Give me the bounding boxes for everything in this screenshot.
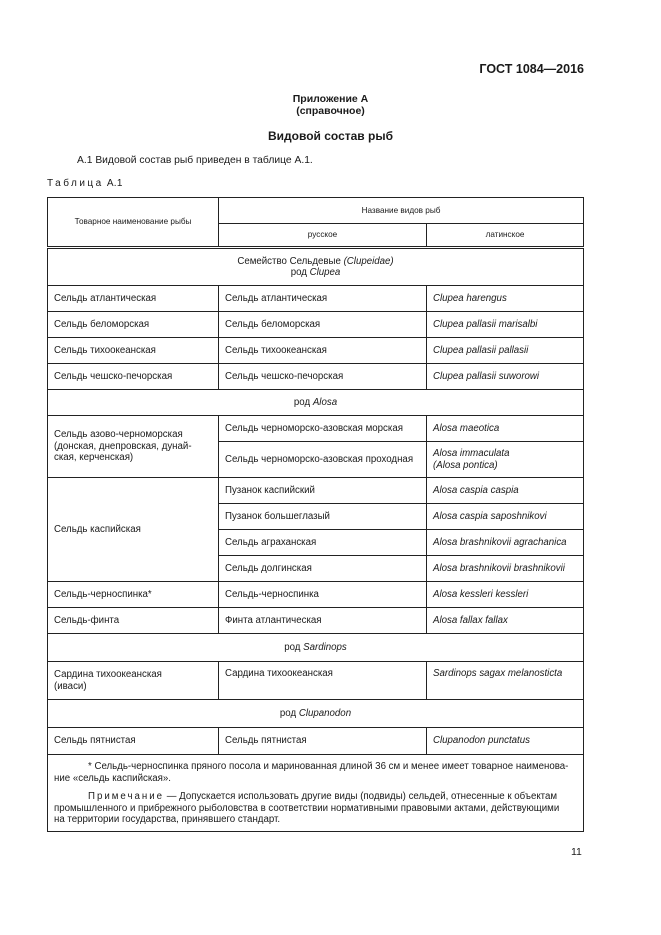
footnote-line: ние «сельдь каспийская». (54, 772, 171, 784)
table-row (48, 478, 584, 504)
trade-name-cell: Сельдь-черноспинка* (48, 582, 219, 608)
header-russian: русское (219, 224, 427, 248)
page-number: 11 (571, 846, 582, 858)
genus-clupanodon: Clupanodon (298, 707, 352, 719)
genus-label: род (293, 396, 311, 408)
genus-label: род (290, 267, 307, 278)
header-latin: латинское (427, 224, 584, 248)
latin-name-cell: Clupanodon punctatus (427, 728, 584, 755)
header-trade-name: Товарное наименование рыбы (48, 198, 219, 248)
table-row (48, 662, 584, 700)
trade-line: Сельдь азово-черноморская (54, 429, 183, 441)
russian-name-cell: Сельдь черноморско-азовская проходная (219, 442, 427, 478)
standard-number: ГОСТ 1084—2016 (479, 62, 584, 76)
genus-row (48, 634, 584, 662)
table-row (48, 582, 584, 608)
note (54, 791, 577, 826)
table-row (48, 608, 584, 634)
russian-name-cell: Сельдь черноморско-азовская морская (219, 416, 427, 442)
russian-name-cell: Сельдь беломорская (219, 312, 427, 338)
header-species-name: Название видов рыб (219, 198, 584, 224)
table-row (48, 416, 584, 442)
caption-word: Таблица (47, 178, 104, 189)
russian-name-cell: Сельдь пятнистая (219, 728, 427, 755)
note-line: на территории государства, принявшего стандарт. (54, 814, 281, 826)
footnote (54, 761, 577, 784)
russian-name-cell: Пузанок большеглазый (219, 504, 427, 530)
latin-name-cell: Alosa fallax fallax (427, 608, 584, 634)
genus-label: род (279, 707, 297, 719)
latin-name-cell: Alosa maeotica (427, 416, 584, 442)
russian-name-cell: Сардина тихоокеанская (219, 662, 427, 700)
latin-name-cell: Clupea pallasii pallasii (427, 338, 584, 364)
latin-name-cell: Alosa caspia saposhnikovi (427, 504, 584, 530)
latin-name-cell: Clupea pallasii suworowi (427, 364, 584, 390)
russian-name-cell: Пузанок каспийский (219, 478, 427, 504)
latin-name-cell: Clupea harengus (427, 286, 584, 312)
trade-name-cell: Сельдь чешско-печорская (48, 364, 219, 390)
trade-line: ская, керченская) (54, 452, 134, 464)
trade-line: (иваси) (54, 680, 87, 692)
table-row (48, 364, 584, 390)
russian-name-cell: Сельдь аграханская (219, 530, 427, 556)
latin-line: Alosa immaculata (433, 448, 510, 459)
latin-name-cell: Alosa brashnikovii agrachanica (427, 530, 584, 556)
appendix-title: Приложение А (292, 93, 369, 105)
genus-label: род (284, 641, 301, 653)
caption-number: А.1 (106, 178, 123, 189)
table-row (48, 312, 584, 338)
latin-name-cell: Alosa brashnikovii brashnikovii (427, 556, 584, 582)
section-title: Видовой состав рыб (267, 129, 394, 143)
trade-name-cell: Сельдь-финта (48, 608, 219, 634)
russian-name-cell: Сельдь атлантическая (219, 286, 427, 312)
appendix-heading (0, 93, 661, 117)
note-line: — Допускается использовать другие виды (подвиды) сельдей, отнесенные к объектам (164, 791, 558, 803)
trade-name-cell: Сельдь беломорская (48, 312, 219, 338)
russian-name-cell: Сельдь тихоокеанская (219, 338, 427, 364)
table-footnotes (48, 755, 584, 832)
russian-name-cell: Сельдь-черноспинка (219, 582, 427, 608)
family-row (48, 248, 584, 286)
trade-line: Сардина тихоокеанская (54, 669, 162, 680)
footnote-line: * Сельдь-черноспинка пряного посола и маринованная длиной 36 см и менее имеет товарное наименова- (88, 761, 569, 772)
table-row (48, 728, 584, 755)
genus-clupea: Clupea (309, 267, 341, 278)
trade-name-cell (48, 416, 219, 478)
family-name: Семейство Сельдевые (237, 255, 341, 267)
latin-line: (Alosa pontica) (433, 459, 498, 471)
latin-name-cell: Alosa caspia caspia (427, 478, 584, 504)
latin-name-cell: Alosa kessleri kessleri (427, 582, 584, 608)
trade-name-cell (48, 662, 219, 700)
russian-name-cell: Финта атлантическая (219, 608, 427, 634)
trade-name-cell: Сельдь атлантическая (48, 286, 219, 312)
genus-alosa: Alosa (312, 396, 338, 408)
trade-name-cell: Сельдь пятнистая (48, 728, 219, 755)
trade-line: (донская, днепровская, дунай- (54, 440, 192, 452)
genus-sardinops: Sardinops (303, 641, 347, 653)
table-caption (47, 178, 123, 189)
russian-name-cell: Сельдь чешско-печорская (219, 364, 427, 390)
table-row (48, 286, 584, 312)
genus-row (48, 700, 584, 728)
genus-row (48, 390, 584, 416)
latin-name-cell (427, 442, 584, 478)
family-latin: (Clupeidae) (343, 255, 394, 267)
trade-name-cell: Сельдь тихоокеанская (48, 338, 219, 364)
note-line: промышленного и прибрежного рыболовства в соответствии нормативными правовыми актами, действующими (54, 802, 560, 814)
latin-name-cell: Clupea pallasii marisalbi (427, 312, 584, 338)
latin-name-cell: Sardinops sagax melanosticta (427, 662, 584, 700)
trade-name-cell: Сельдь каспийская (48, 478, 219, 582)
note-label: Примечание (88, 791, 165, 803)
intro-paragraph: А.1 Видовой состав рыб приведен в таблице А.1. (77, 155, 313, 166)
appendix-subtitle: (справочное) (296, 105, 365, 117)
species-table (47, 197, 584, 832)
russian-name-cell: Сельдь долгинская (219, 556, 427, 582)
table-row (48, 338, 584, 364)
